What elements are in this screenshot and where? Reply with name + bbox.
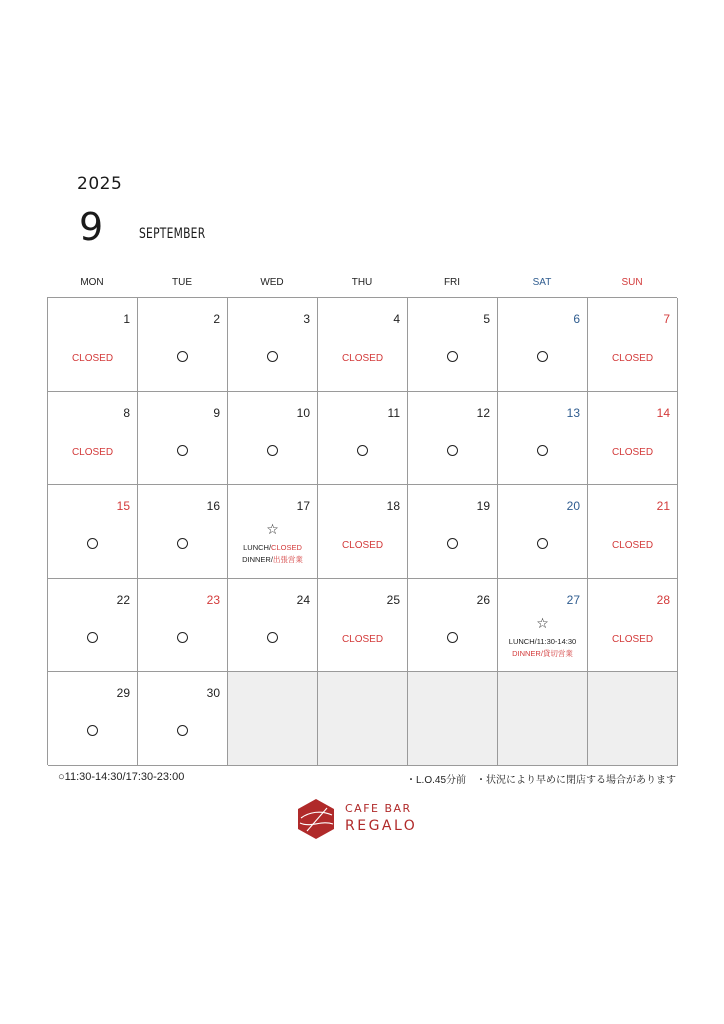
open-circle-icon <box>267 445 278 456</box>
day-number: 19 <box>476 499 490 514</box>
closed-label: CLOSED <box>611 633 654 645</box>
day-number: 26 <box>476 592 490 607</box>
day-number: 6 <box>573 312 580 326</box>
day-cell-25 <box>318 579 408 673</box>
special-text-segment: LUNCH/ <box>243 543 272 553</box>
day-cell-6 <box>498 298 588 392</box>
open-circle-icon <box>87 632 98 643</box>
star-icon: ☆ <box>536 614 549 631</box>
day-cell-18 <box>318 485 408 579</box>
day-cell-28 <box>588 579 678 673</box>
day-number: 9 <box>213 405 220 420</box>
special-text-segment: DINNER/ <box>242 555 273 565</box>
special-hours-lunch <box>228 544 317 552</box>
day-cell-17 <box>228 485 318 579</box>
day-number: 24 <box>296 592 310 607</box>
open-circle-icon <box>447 538 458 549</box>
day-cell-24 <box>228 579 318 673</box>
day-number: 23 <box>206 592 220 607</box>
open-circle-icon <box>177 632 188 643</box>
special-text-segment: 貸切営業 <box>542 648 573 658</box>
open-circle-icon <box>357 445 368 456</box>
special-hours-dinner <box>498 650 587 658</box>
day-number: 3 <box>303 312 310 326</box>
open-circle-icon <box>177 538 188 549</box>
empty-day-cell <box>588 672 678 766</box>
empty-day-cell <box>228 672 318 766</box>
weekday-fri: FRI <box>443 277 461 288</box>
closed-label: CLOSED <box>341 633 384 645</box>
day-number: 16 <box>206 499 220 514</box>
cafe-bar-regalo-logo <box>297 798 447 840</box>
special-text-segment: CLOSED <box>271 543 302 553</box>
day-number: 13 <box>566 405 580 420</box>
open-circle-icon <box>447 445 458 456</box>
closed-label: CLOSED <box>611 540 654 552</box>
day-cell-29 <box>48 672 138 766</box>
open-circle-icon <box>267 632 278 643</box>
day-cell-9 <box>138 392 228 486</box>
day-cell-27 <box>498 579 588 673</box>
weekday-tue: TUE <box>172 277 192 288</box>
day-number: 8 <box>123 405 130 420</box>
day-cell-26 <box>408 579 498 673</box>
weekday-thu: THU <box>351 277 373 288</box>
day-number: 18 <box>386 499 400 514</box>
day-cell-20 <box>498 485 588 579</box>
year-label: 2025 <box>77 174 123 194</box>
weekday-header-row <box>47 277 677 289</box>
empty-day-cell <box>318 672 408 766</box>
day-number: 28 <box>656 592 670 607</box>
day-cell-16 <box>138 485 228 579</box>
day-number: 10 <box>296 405 310 420</box>
day-number: 7 <box>663 312 670 326</box>
empty-day-cell <box>408 672 498 766</box>
open-circle-icon <box>267 351 278 362</box>
day-cell-15 <box>48 485 138 579</box>
day-number: 21 <box>656 499 670 514</box>
day-number: 17 <box>296 499 310 514</box>
day-cell-2 <box>138 298 228 392</box>
day-cell-12 <box>408 392 498 486</box>
day-cell-10 <box>228 392 318 486</box>
special-text-segment: DINNER/ <box>512 648 543 658</box>
day-number: 30 <box>206 686 220 701</box>
day-number: 22 <box>116 592 130 607</box>
special-hours-dinner <box>228 556 317 564</box>
special-hours-lunch <box>498 638 587 646</box>
day-cell-8 <box>48 392 138 486</box>
month-number: 9 <box>79 205 104 249</box>
business-hours: ○11:30-14:30/17:30-23:00 <box>58 771 185 783</box>
day-number: 12 <box>476 405 490 420</box>
weekday-wed: WED <box>260 277 284 288</box>
weekday-sun: SUN <box>621 277 643 288</box>
day-number: 29 <box>116 686 130 701</box>
day-cell-22 <box>48 579 138 673</box>
open-circle-icon <box>537 538 548 549</box>
open-circle-icon <box>537 445 548 456</box>
day-cell-30 <box>138 672 228 766</box>
closed-label: CLOSED <box>341 540 384 552</box>
logo-text-regalo: REGALO <box>345 818 418 834</box>
closed-label: CLOSED <box>611 353 654 364</box>
day-number: 1 <box>123 312 130 326</box>
day-number: 2 <box>213 312 220 326</box>
day-cell-4 <box>318 298 408 392</box>
weekday-mon: MON <box>80 277 104 288</box>
day-number: 5 <box>483 312 490 326</box>
open-circle-icon <box>177 351 188 362</box>
open-circle-icon <box>537 351 548 362</box>
open-circle-icon <box>87 538 98 549</box>
day-cell-19 <box>408 485 498 579</box>
calendar-grid <box>47 297 677 765</box>
open-circle-icon <box>177 725 188 736</box>
day-cell-13 <box>498 392 588 486</box>
hexagon-logo-icon <box>297 798 335 840</box>
day-cell-1 <box>48 298 138 392</box>
logo-text-cafe-bar: CAFE BAR <box>345 802 412 815</box>
open-circle-icon <box>87 725 98 736</box>
special-text-segment: LUNCH/11:30-14:30 <box>508 636 577 646</box>
star-icon: ☆ <box>266 521 279 538</box>
day-cell-23 <box>138 579 228 673</box>
open-circle-icon <box>177 445 188 456</box>
day-cell-21 <box>588 485 678 579</box>
footer-notes <box>406 771 686 786</box>
closed-label: CLOSED <box>611 446 654 458</box>
day-cell-7 <box>588 298 678 392</box>
day-cell-5 <box>408 298 498 392</box>
day-number: 20 <box>566 499 580 514</box>
closed-label: CLOSED <box>71 353 114 364</box>
day-number: 27 <box>566 592 580 607</box>
weekday-sat: SAT <box>532 277 552 288</box>
month-name: SEPTEMBER <box>139 226 206 242</box>
day-number: 4 <box>393 312 400 326</box>
day-cell-11 <box>318 392 408 486</box>
last-order-note: ・L.O.45分前 <box>406 775 467 786</box>
day-number: 14 <box>656 405 670 420</box>
day-number: 15 <box>116 499 130 514</box>
day-cell-14 <box>588 392 678 486</box>
closed-label: CLOSED <box>341 353 384 364</box>
day-number: 11 <box>387 405 400 420</box>
closed-label: CLOSED <box>71 446 114 458</box>
day-cell-3 <box>228 298 318 392</box>
empty-day-cell <box>498 672 588 766</box>
day-number: 25 <box>386 592 400 607</box>
early-close-note: ・状況により早めに閉店する場合があります <box>476 775 677 786</box>
special-text-segment: 出張営業 <box>272 555 303 565</box>
open-circle-icon <box>447 632 458 643</box>
open-circle-icon <box>447 351 458 362</box>
